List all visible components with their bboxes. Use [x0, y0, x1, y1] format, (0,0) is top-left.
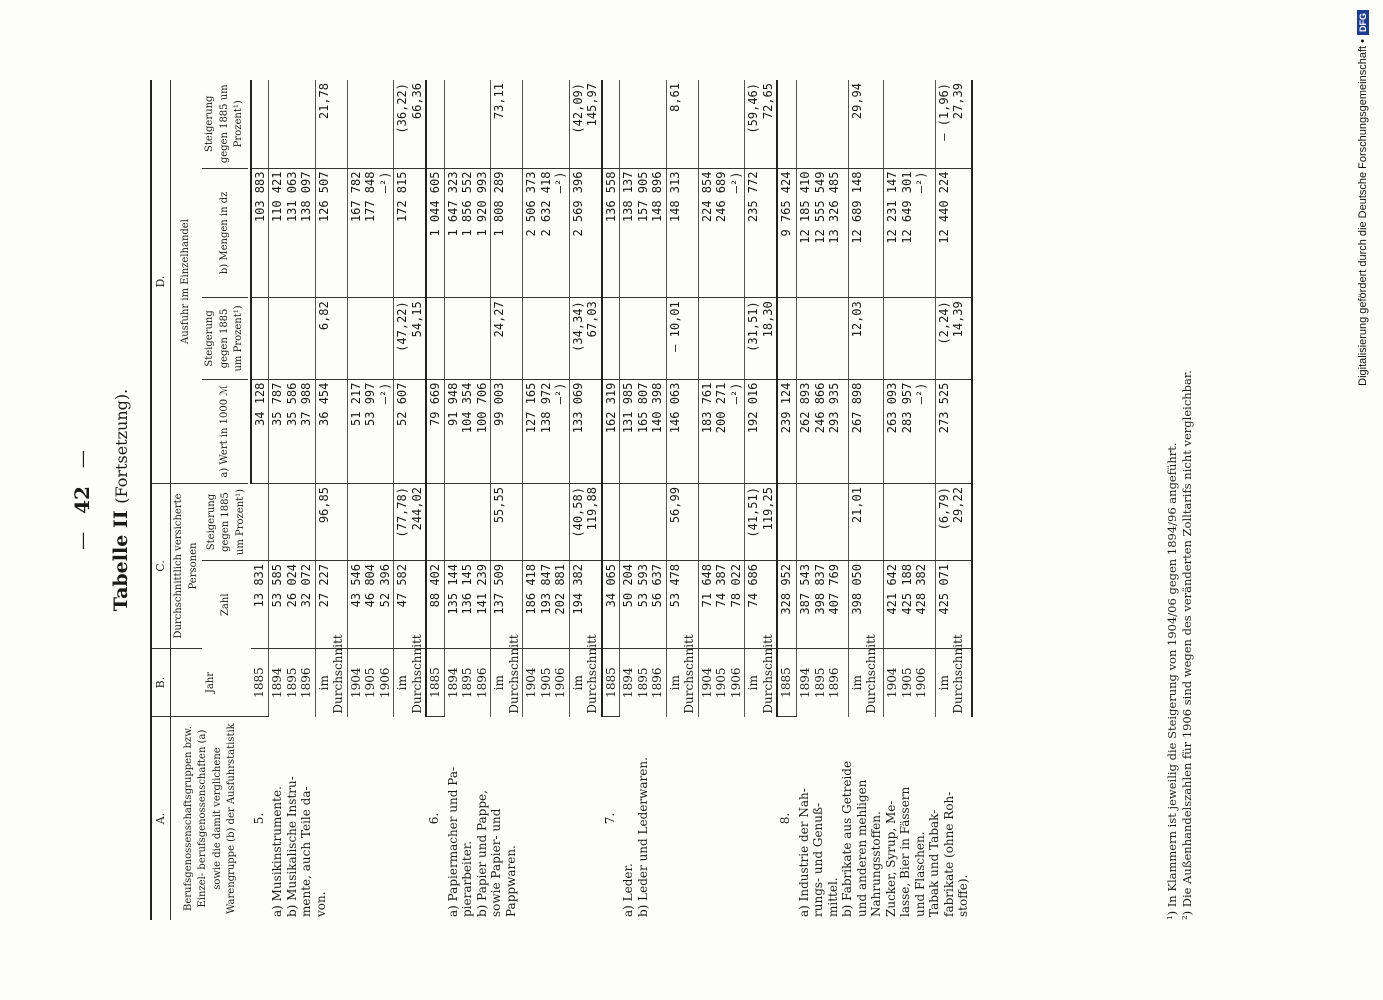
group-description-cell [602, 717, 778, 920]
dash-right: — [71, 450, 93, 469]
table-title [110, 110, 132, 890]
export-quantity-cell: 1 808 289 [491, 168, 523, 298]
export-quantity-increase-cell [523, 80, 570, 168]
header-c: Durchschnittlich versicherte Personen [171, 484, 203, 649]
col-letter-d: D. [151, 80, 171, 484]
insured-increase-cell: (77,78) 244,02 [394, 484, 427, 561]
insured-increase-cell [251, 484, 269, 561]
insured-increase-cell [777, 484, 797, 561]
export-quantity-increase-cell [347, 80, 394, 168]
export-value-increase-cell: (34,34) 67,03 [569, 298, 602, 379]
export-value-increase-cell [426, 298, 444, 379]
year-cell: 1904 1905 1906 [884, 648, 936, 716]
export-quantity-increase-cell [426, 80, 444, 168]
group-number: 8. [778, 812, 792, 825]
export-value-cell: 131 985 165 807 140 398 [620, 379, 667, 483]
insured-count-cell: 47 582 [394, 561, 427, 649]
insured-count-cell: 135 144 136 145 141 239 [444, 561, 491, 649]
year-cell: im Durchschnitt [394, 648, 427, 716]
export-quantity-increase-cell: (42,09) 145,97 [569, 80, 602, 168]
export-quantity-cell: 235 772 [745, 168, 778, 298]
insured-count-cell: 34 065 [602, 561, 620, 649]
insured-increase-cell [269, 484, 316, 561]
insured-increase-cell [602, 484, 620, 561]
export-value-increase-cell [269, 298, 316, 379]
export-quantity-increase-cell: (36,22) 66,36 [394, 80, 427, 168]
export-value-cell: 267 898 [848, 379, 883, 483]
insured-count-cell: 71 648 74 387 78 022 [698, 561, 745, 649]
header-d-a-steig: Steigerung gegen 1885 um Prozent¹) [202, 298, 248, 379]
export-quantity-increase-cell: 29,94 [848, 80, 883, 168]
export-quantity-increase-cell: 73,11 [491, 80, 523, 168]
group-number: 6. [427, 812, 441, 825]
year-cell: 1904 1905 1906 [523, 648, 570, 716]
export-value-cell: 51 217 53 997 —²) [347, 379, 394, 483]
export-value-cell: 127 165 138 972 —²) [523, 379, 570, 483]
export-value-cell: 192 016 [745, 379, 778, 483]
year-cell: 1885 [777, 648, 797, 716]
group-number: 5. [251, 812, 266, 825]
export-value-increase-cell: (2,24) 14,39 [935, 298, 971, 379]
export-quantity-increase-cell [269, 80, 316, 168]
export-value-increase-cell [602, 298, 620, 379]
export-quantity-cell: 110 421 131 063 138 097 [269, 168, 316, 298]
export-quantity-cell: 172 815 [394, 168, 427, 298]
year-cell: 1904 1905 1906 [347, 648, 394, 716]
footnote-2: ²) Die Außenhandelszahlen für 1906 sind wegen des veränderten Zolltarifs nicht vergleichbar. [1180, 370, 1194, 920]
insured-count-cell: 53 585 26 024 32 072 [269, 561, 316, 649]
export-quantity-cell: 2 506 373 2 632 418 —²) [523, 168, 570, 298]
export-quantity-cell: 12 440 224 [935, 168, 971, 298]
export-value-increase-cell: — 10,01 [666, 298, 698, 379]
footnote-1: ¹) In Klammern ist jeweilig die Steigerung von 1904/06 gegen 1894/96 angeführt. [1165, 442, 1179, 920]
export-quantity-cell: 12 185 410 12 555 549 13 326 485 [797, 168, 849, 298]
statistics-table [150, 80, 973, 920]
export-value-increase-cell [698, 298, 745, 379]
year-cell: 1894 1895 1896 [620, 648, 667, 716]
insured-increase-cell [620, 484, 667, 561]
year-cell: im Durchschnitt [935, 648, 971, 716]
digitization-credit [1352, 10, 1374, 990]
table-row [426, 80, 444, 920]
year-cell: 1885 [251, 648, 269, 716]
export-value-increase-cell: 6,82 [315, 298, 347, 379]
insured-count-cell: 328 952 [777, 561, 797, 649]
export-value-increase-cell [620, 298, 667, 379]
header-b: Jahr [171, 648, 251, 716]
group-description: a) Musikinstrumente. b) Musikalische Instru- mente, auch Teile da- von. [270, 776, 328, 917]
export-quantity-cell: 136 558 [602, 168, 620, 298]
export-value-cell: 52 607 [394, 379, 427, 483]
export-quantity-cell: 2 569 396 [569, 168, 602, 298]
export-quantity-increase-cell [777, 80, 797, 168]
year-cell: 1894 1895 1896 [269, 648, 316, 716]
export-quantity-increase-cell: (59,46) 72,65 [745, 80, 778, 168]
group-description-cell [426, 717, 602, 920]
insured-increase-cell [523, 484, 570, 561]
header-d-b: b) Mengen in dz [202, 168, 248, 298]
export-value-cell: 35 787 35 586 37 988 [269, 379, 316, 483]
export-value-cell: 36 454 [315, 379, 347, 483]
year-cell: im Durchschnitt [315, 648, 347, 716]
export-quantity-increase-cell: 21,78 [315, 80, 347, 168]
insured-count-cell: 186 418 193 847 202 881 [523, 561, 570, 649]
export-value-cell: 79 669 [426, 379, 444, 483]
export-quantity-increase-cell: 8,61 [666, 80, 698, 168]
group-description: a) Papiermacher und Pa- pierarbeiter. b) Papier und Pappe, sowie Papier- und Pappwaren. [445, 766, 518, 917]
export-quantity-cell: 9 765 424 [777, 168, 797, 298]
header-d-b-steig: Steigerung gegen 1885 um Prozent¹) [202, 80, 248, 168]
export-quantity-cell: 138 137 157 905 148 896 [620, 168, 667, 298]
insured-increase-cell [347, 484, 394, 561]
export-value-cell: 263 093 283 957 —²) [884, 379, 936, 483]
insured-count-cell: 27 227 [315, 561, 347, 649]
export-value-increase-cell [523, 298, 570, 379]
credit-text: Digitalisierung gefördert durch die Deutsche Forschungsgemeinschaft • [1357, 39, 1369, 386]
export-quantity-cell: 1 044 605 [426, 168, 444, 298]
export-quantity-cell: 148 313 [666, 168, 698, 298]
insured-increase-cell [797, 484, 849, 561]
insured-increase-cell: 56,99 [666, 484, 698, 561]
year-cell: 1885 [426, 648, 444, 716]
header-d-a: a) Wert in 1000 ℳ [202, 379, 248, 483]
header-a: Berufsgenossenschaftsgruppen bzw. Einzel- berufsgenossenschaften (a) sowie die damit verglichene Warengruppe (b) der Ausfuhrstatistik [182, 723, 238, 914]
export-value-cell: 34 128 [251, 379, 269, 483]
export-value-increase-cell [777, 298, 797, 379]
export-value-increase-cell: 12,03 [848, 298, 883, 379]
year-cell: 1894 1895 1896 [444, 648, 491, 716]
insured-count-cell: 421 642 425 188 428 382 [884, 561, 936, 649]
insured-count-cell: 13 831 [251, 561, 269, 649]
export-quantity-increase-cell [620, 80, 667, 168]
insured-count-cell: 425 071 [935, 561, 971, 649]
year-cell: 1894 1895 1896 [797, 648, 849, 716]
insured-increase-cell: 55,55 [491, 484, 523, 561]
year-cell: 1885 [602, 648, 620, 716]
group-number: 7. [602, 812, 617, 825]
export-value-increase-cell: 24,27 [491, 298, 523, 379]
export-value-cell: 262 893 246 866 293 935 [797, 379, 849, 483]
export-value-cell: 273 525 [935, 379, 971, 483]
export-value-increase-cell [347, 298, 394, 379]
insured-increase-cell [884, 484, 936, 561]
export-value-cell: 162 319 [602, 379, 620, 483]
header-c-steig: Steigerung gegen 1885 um Prozent¹) [202, 484, 251, 561]
insured-count-cell: 387 543 398 837 407 769 [797, 561, 849, 649]
insured-increase-cell: (40,58) 119,88 [569, 484, 602, 561]
table-title-suffix: (Fortsetzung). [112, 388, 131, 504]
export-value-increase-cell [797, 298, 849, 379]
year-cell: im Durchschnitt [569, 648, 602, 716]
insured-count-cell: 50 204 53 593 56 637 [620, 561, 667, 649]
insured-increase-cell: (6,79) 29,22 [935, 484, 971, 561]
insured-increase-cell: 96,85 [315, 484, 347, 561]
export-quantity-increase-cell [251, 80, 269, 168]
year-cell: im Durchschnitt [666, 648, 698, 716]
insured-count-cell: 194 382 [569, 561, 602, 649]
export-value-cell: 239 124 [777, 379, 797, 483]
col-letter-b: B. [151, 648, 171, 716]
insured-increase-cell [444, 484, 491, 561]
table-body [251, 80, 972, 920]
export-value-cell: 133 069 [569, 379, 602, 483]
insured-count-cell: 88 402 [426, 561, 444, 649]
export-value-increase-cell: (47,22) 54,15 [394, 298, 427, 379]
insured-increase-cell [426, 484, 444, 561]
table-row [251, 80, 269, 920]
col-letter-a: A. [151, 717, 171, 920]
insured-increase-cell: 21,01 [848, 484, 883, 561]
export-quantity-cell: 224 854 246 689 —²) [698, 168, 745, 298]
export-value-cell: 146 063 [666, 379, 698, 483]
group-description-cell [251, 717, 427, 920]
insured-count-cell: 53 478 [666, 561, 698, 649]
export-value-cell: 183 761 200 271 —²) [698, 379, 745, 483]
table-row [777, 80, 797, 920]
page-number: 42 [70, 486, 94, 514]
export-quantity-cell: 1 647 323 1 856 552 1 920 993 [444, 168, 491, 298]
export-quantity-increase-cell: — (1,96) 27,39 [935, 80, 971, 168]
export-quantity-increase-cell [602, 80, 620, 168]
export-quantity-increase-cell [698, 80, 745, 168]
year-cell: im Durchschnitt [491, 648, 523, 716]
dfg-logo: DFG [1357, 10, 1369, 35]
export-quantity-cell: 103 883 [251, 168, 269, 298]
export-value-increase-cell: (31,51) 18,30 [745, 298, 778, 379]
year-cell: 1904 1905 1906 [698, 648, 745, 716]
header-c-zahl: Zahl [220, 593, 231, 617]
export-value-increase-cell [444, 298, 491, 379]
dash-left: — [71, 531, 93, 550]
export-quantity-cell: 167 782 177 848 —²) [347, 168, 394, 298]
export-quantity-increase-cell [884, 80, 936, 168]
group-description: a) Industrie der Nah- rungs- und Genuß- mittel. b) Fabrikate aus Getreide und anderen mehligen Nahrungsstoffen. Zucker, Syrup, Me- lasse, Bier in Fässern und Flaschen. Tabak und Tabak- fabrikate (ohne Roh- stoffe). [796, 760, 970, 917]
export-value-cell: 99 003 [491, 379, 523, 483]
table-row [602, 80, 620, 920]
group-description: a) Leder. b) Leder und Lederwaren. [621, 757, 650, 917]
insured-increase-cell: (41,51) 119,25 [745, 484, 778, 561]
year-cell: im Durchschnitt [848, 648, 883, 716]
header-row-1 [171, 80, 203, 920]
insured-count-cell: 137 509 [491, 561, 523, 649]
export-quantity-increase-cell [797, 80, 849, 168]
year-cell: im Durchschnitt [745, 648, 778, 716]
insured-increase-cell [698, 484, 745, 561]
credit-text-wrapper [1352, 10, 1374, 990]
header-d: Ausfuhr im Einzelhandel [171, 80, 203, 484]
export-quantity-increase-cell [444, 80, 491, 168]
group-description-cell [777, 717, 972, 920]
export-value-increase-cell [251, 298, 269, 379]
table-title-main: Tabelle II [110, 510, 132, 612]
export-value-increase-cell [884, 298, 936, 379]
page-header [70, 110, 94, 890]
footnotes [1165, 80, 1195, 920]
col-letter-c: C. [151, 484, 171, 649]
column-letter-row [151, 80, 171, 920]
insured-count-cell: 43 546 46 804 52 396 [347, 561, 394, 649]
insured-count-cell: 398 050 [848, 561, 883, 649]
insured-count-cell: 74 686 [745, 561, 778, 649]
export-value-cell: 91 948 104 354 100 706 [444, 379, 491, 483]
export-quantity-cell: 126 507 [315, 168, 347, 298]
export-quantity-cell: 12 231 147 12 649 301 —²) [884, 168, 936, 298]
export-quantity-cell: 12 689 148 [848, 168, 883, 298]
